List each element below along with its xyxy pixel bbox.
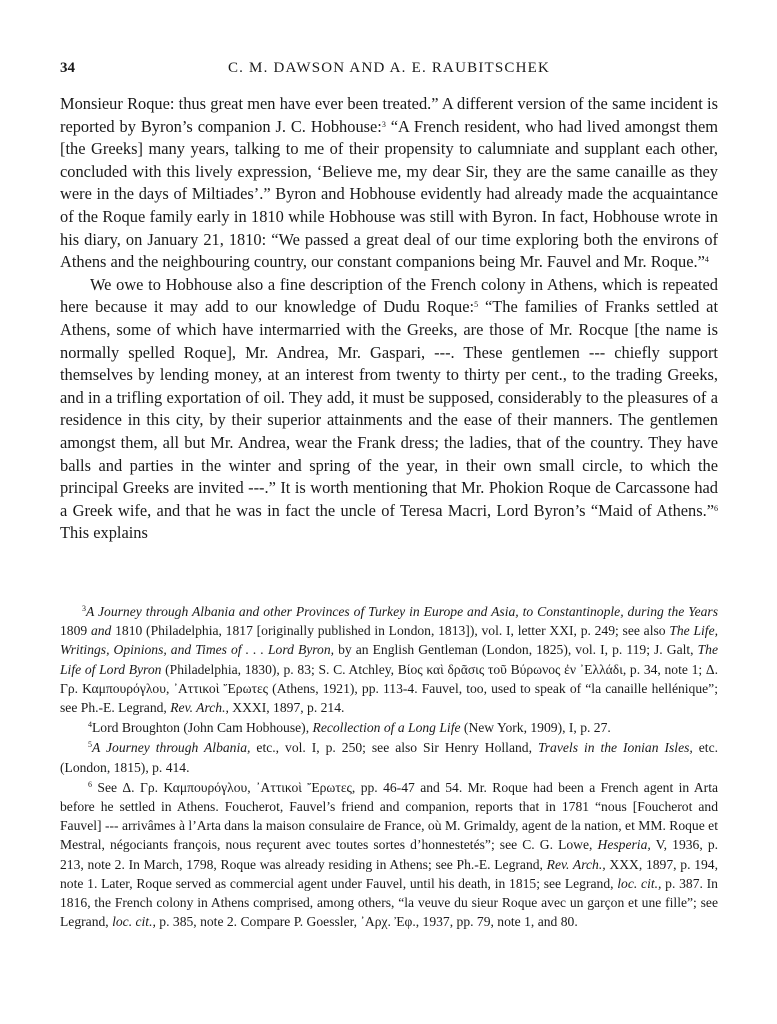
footnote-title: The Life, Writings, Opinions, and Times of . . . Lord Byron,	[60, 623, 719, 658]
footnote-6	[60, 778, 718, 932]
page-number: 34	[60, 60, 75, 76]
article-body	[60, 93, 718, 545]
footnote-text: by an English Gentleman (London, 1825), vol. I, p. 119; J. Galt,	[338, 642, 694, 658]
running-title: C. M. DAWSON AND A. E. RAUBITSCHEK	[227, 60, 551, 76]
footnote-title: Travels in the Ionian Isles,	[537, 740, 693, 756]
footnote-ref-3: 3	[381, 119, 386, 129]
footnote-title: Hesperia,	[597, 837, 651, 853]
footnote-text: See Δ. Γρ. Καμπουρόγλου, ᾿Αττικοὶ Ἔρωτες, pp. 46-47 and 54. Mr. Roque had been a French agent in Arta before he settled in Athens. Foucherot, Fauvel’s friend and companion, reports that in 1781 “nous [Foucherot and Fauvel] --- arrivâmes à l’Arta dans la maison consulaire de France, où M. Grimaldy, agent de la nation, et MM. Roque et Mestral, négociants françois, nous reçurent avec toutes sortes d’honnestetés”; see C. G. Lowe,	[60, 779, 719, 853]
paragraph-text: Monsieur Roque: thus great men have ever been treated.” A different version of the same incident is reported by Byron’s companion J. C. Hobhouse:	[60, 94, 718, 136]
footnote-number: 4	[88, 720, 92, 730]
footnote-text: etc. (London, 1815), p. 414.	[60, 740, 719, 775]
footnote-text: (New York, 1909), I, p. 27.	[463, 720, 611, 736]
footnote-title: loc. cit.,	[112, 914, 156, 930]
footnote-number: 5	[88, 740, 92, 750]
footnote-title: A Journey through Albania and other Provinces of Turkey in Europe and Asia, to Constantinople, during the Years	[86, 604, 718, 619]
paragraph-1	[60, 93, 718, 274]
paragraph-text: We owe to Hobhouse also a fine description of the French colony in Athens, which is repeated here because it may add to our knowledge of Dudu Roque:	[60, 274, 718, 317]
footnote-title: A Journey through Albania,	[92, 740, 251, 756]
footnote-title: Recollection of a Long Life	[312, 720, 461, 736]
footnote-title: Rev. Arch.,	[170, 700, 229, 716]
footnote-4	[60, 718, 718, 737]
footnote-title: The Life of Lord Byron	[60, 642, 718, 677]
footnote-title: and	[90, 623, 112, 639]
footnote-ref-6: 6	[714, 503, 718, 513]
footnote-number: 3	[82, 604, 86, 613]
footnote-3	[60, 602, 718, 717]
paragraph-text: “A French resident, who had lived amongst them [the Greeks] many years, talking to me of their propensity to calumniate and supplant each other, concluded with this lively expression, ‘Believe me, my dear Sir, they are the same canaille as they were in the days of Miltiades’.” Byron and Hobhouse evidently had already made the acquaintance of the Roque family early in 1810 while Hobhouse was still with Byron. In fact, Hobhouse wrote in his diary, on January 21, 1810: “We passed a great deal of our time exploring both the environs of Athens and the neighbouring country, our constant companions being Mr. Fauvel and Mr. Roque.”	[60, 116, 718, 272]
footnote-text: 1810 (Philadelphia, 1817 [originally published in London, 1813]), vol. I, letter XXI, p. 249; see also	[115, 623, 666, 639]
footnote-title: loc. cit.,	[617, 875, 662, 891]
paragraph-text: This explains	[60, 523, 148, 543]
footnote-ref-5: 5	[474, 300, 479, 310]
paragraph-text: “The families of Franks settled at Athens, some of which have intermarried with the Greeks, are those of Mr. Rocque [the name is normally spelled Roque], Mr. Andrea, Mr. Gaspari, ---. These gentlemen --- chiefly support themselves by lending money, at an interest from twenty to thirty per cent., to the trading Greeks, and in a trifling exportation of oil. They add, it must be supposed, considerably to the pleasures of a residence in this city, by their superior attainments and the ease of their manners. The gentlemen amongst them, all but Mr. Andrea, wear the Frank dress; the ladies, that of the country. They have balls and parties in the winter and spring of the year, in their own small circle, to which the principal Greeks are invited ---.” It is worth mentioning that Mr. Phokion Roque de Carcassone had a Greek wife, and that he was in fact the uncle of Teresa Macri, Lord Byron’s “Maid of Athens.”	[60, 297, 718, 520]
footnote-text: 1809	[60, 623, 88, 639]
footnote-text: XXX, 1897, p. 194, note 1. Later, Roque served as commercial agent under Fauvel, until his death, in 1815; see Legrand,	[60, 856, 718, 891]
footnote-text: XXXI, 1897, p. 214.	[232, 700, 345, 716]
footnote-5	[60, 738, 718, 776]
footnote-text: p. 385, note 2. Compare P. Goessler, ᾿Αρχ. Ἐφ., 1937, pp. 79, note 1, and 80.	[159, 914, 578, 930]
running-head	[60, 60, 718, 82]
footnote-text: Lord Broughton (John Cam Hobhouse),	[92, 720, 310, 736]
footnote-text: (Philadelphia, 1830), p. 83; S. C. Atchley, Βίος καὶ δρᾶσις τοῦ Βύρωνος ἐν ᾿Ελλάδι, p. 34, note 1; Δ. Γρ. Καμπουρόγλου, ᾿Αττικοὶ Ἔρωτες (Athens, 1921), pp. 113-4. Fauvel, too, used to speak of “la canaille hellénique”; see Ph.-E. Legrand,	[60, 661, 718, 716]
footnote-text: p. 387. In 1816, the French colony in Athens comprised, among others, “la veuve du sieur Roque avec un garçon et une fille”; see Legrand,	[60, 875, 718, 930]
footnote-text: etc., vol. I, p. 250; see also Sir Henry Holland,	[256, 740, 532, 756]
footnote-ref-4: 4	[704, 255, 709, 265]
footnote-text: V, 1936, p. 213, note 2. In March, 1798, Roque was already residing in Athens; see Ph.-E. Legrand,	[60, 837, 719, 872]
footnotes	[60, 602, 718, 932]
paragraph-2	[60, 274, 718, 545]
footnote-title: Rev. Arch.,	[546, 856, 606, 872]
footnote-number: 6	[88, 779, 92, 789]
